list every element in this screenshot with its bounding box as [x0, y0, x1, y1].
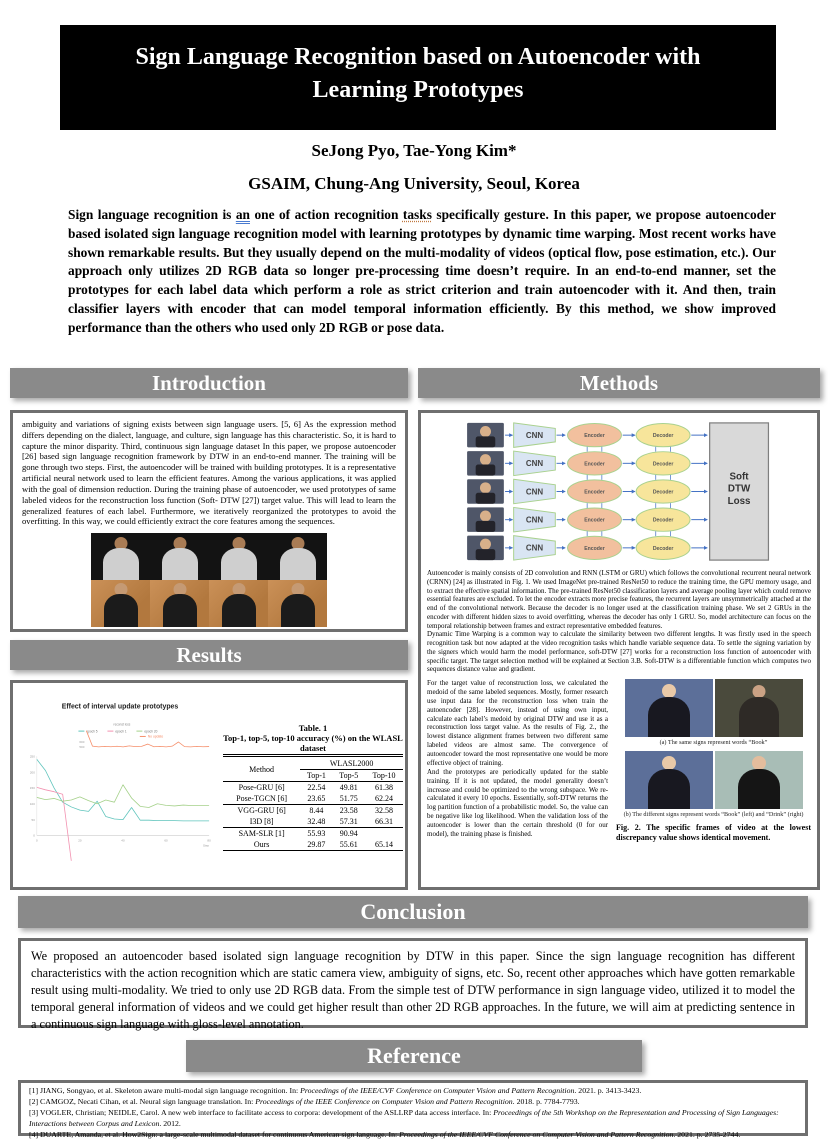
svg-text:Soft: Soft: [729, 471, 749, 483]
table-header-method: Method: [249, 765, 275, 774]
svg-text:epoch 1: epoch 1: [115, 729, 127, 734]
svg-text:0: 0: [33, 833, 35, 838]
figure2-column: [616, 679, 811, 844]
svg-text:80: 80: [207, 838, 211, 843]
video-frame: [268, 533, 327, 580]
sign-photo: [715, 679, 803, 737]
svg-text:Effect of interval update prot: Effect of interval update prototypes: [61, 703, 179, 711]
sign-photo: [715, 751, 803, 809]
table-row: Ours 29.87 55.61 65.14: [223, 839, 403, 851]
svg-text:Loss: Loss: [727, 495, 751, 507]
methods-paragraph-3: For the target value of reconstruction loss, we calculated the medoid of the same labeled sequences. Mostly, former research use input data for the reconstruction loss when train the autoencoder [28]. However, instead of using own input, calculate each label’s medoid by original DTW and use it as a reconstruction loss target value. As the results of Fig. 2., the lowest distance alignment frames between two different same labeled videos are almost same. The convergence of autoencoder toward the most representative one would be more effective object of training.: [427, 679, 609, 767]
table-row: VGG-GRU [6] 8.44 23.58 32.58: [237, 806, 393, 815]
title-banner: [60, 25, 776, 130]
reference-item: [3] VOGLER, Christian; NEIDLE, Carol. A new web interface to facilitate access to corpora: development of the ASLLRP data access interface. In: Proceedings of the 5th Workshop on the Representation and Processing of Sign Languages: Interactions between Corpus and Lexicon. 2012.: [29, 1107, 779, 1128]
conclusion-text: We proposed an autoencoder based isolated sign language recognition by DTW in this paper. Since the sign language recognition has different characteristics with the action recognition which are static camera view, ambiguity of signs, etc. So, recent other approaches which have gotten remarkable result using multi-modality. We tried to only use 2D RGB data. From the simple test of DTW performance in sign language video, utilized it to model the temporal general information of videos and we could get higher result than other 2D RGB approaches. In the future, we will aim at predicting sentence in a continuous sign language with gloss-level annotation.: [31, 949, 795, 1031]
svg-text:Encoder: Encoder: [584, 517, 605, 524]
svg-text:epoch 20: epoch 20: [144, 729, 158, 734]
sign-sequence-photo-strip: [91, 533, 327, 627]
svg-text:CNN: CNN: [525, 459, 544, 469]
table-caption-number: Table. 1: [298, 723, 328, 733]
section-header-methods: Methods: [418, 368, 820, 398]
video-frame: [268, 580, 327, 627]
svg-text:reconst loss: reconst loss: [113, 722, 131, 727]
section-header-reference: Reference: [186, 1040, 642, 1072]
svg-text:Decoder: Decoder: [652, 489, 674, 496]
figure2b-frames: [616, 751, 811, 809]
svg-text:150: 150: [29, 786, 35, 791]
grammar-underlined-word: an: [235, 207, 250, 222]
reference-item: [4] DUARTE, Amanda, et al. How2Sign: a large-scale multimodal dataset for continuous American sign language. In: Proceedings of the IEEE/CVF Conference on Computer Vision and Pattern Recognition. 2021. p. 2735-2744.: [29, 1129, 741, 1139]
table-header-top1: Top-1: [306, 771, 326, 780]
svg-text:200: 200: [29, 770, 35, 775]
svg-text:Decoder: Decoder: [652, 433, 674, 440]
table-row: SAM-SLR [1] 55.93 90.94: [238, 829, 358, 838]
svg-text:No update: No update: [147, 734, 164, 739]
abstract-paragraph: [68, 206, 776, 337]
poster-title-line1: Sign Language Recognition based on Autoencoder with: [135, 44, 701, 70]
section-header-results: Results: [10, 640, 408, 670]
conclusion-box: [18, 938, 808, 1031]
svg-text:Step: Step: [202, 843, 210, 848]
svg-text:Decoder: Decoder: [652, 461, 674, 468]
svg-text:CNN: CNN: [525, 430, 544, 440]
autoencoder-architecture-figure: [464, 418, 774, 565]
svg-text:600: 600: [79, 739, 85, 744]
svg-text:Decoder: Decoder: [652, 517, 674, 524]
affiliation: GSAIM, Chung-Ang University, Seoul, Korea: [248, 174, 580, 193]
video-frame: [91, 580, 150, 627]
svg-text:Encoder: Encoder: [584, 545, 605, 552]
section-header-conclusion: Conclusion: [18, 896, 808, 928]
svg-text:20: 20: [78, 838, 82, 843]
video-frame: [209, 533, 268, 580]
svg-text:CNN: CNN: [525, 515, 544, 525]
video-frame: [150, 533, 209, 580]
video-frame: [150, 580, 209, 627]
video-frame: [209, 580, 268, 627]
section-header-introduction: Introduction: [10, 368, 408, 398]
table-header-top10: Top-10: [372, 771, 396, 780]
table-row: I3D [8] 32.48 57.31 66.31: [223, 816, 403, 828]
introduction-box: [10, 410, 408, 632]
svg-text:250: 250: [29, 754, 35, 759]
methods-bottom-section: [427, 679, 811, 844]
svg-text:DTW: DTW: [727, 483, 751, 495]
svg-text:epoch 5: epoch 5: [86, 729, 98, 734]
svg-text:100: 100: [29, 801, 35, 806]
svg-text:Encoder: Encoder: [584, 461, 605, 468]
figure2a-caption: (a) The same signs represent words “Book”: [659, 739, 768, 746]
methods-box: [418, 410, 820, 890]
abstract-text: specifically gesture. In this paper, we propose autoencoder based isolated sign language recognition model with learning prototypes by dynamic time warping. Most recent works have shown remarkable results. But they usually depend on the multi-modality of videos (optical flow, pose estimation, etc.). Our approach only utilizes 2D RGB data so longer pre-processing time doesn’t require. In an end-to-end manner, set the prototypes for each label data which perform a role as strict criterion and train autoencoder with it. And then, train classifier layers with encoder that can model temporal information efficiently. By this method, we show improved performance than the others who used only 2D RGB or pose data.: [68, 207, 776, 335]
table-caption-title: Top-1, top-5, top-10 accuracy (%) on the WLASL dataset: [223, 733, 403, 757]
sign-photo: [625, 679, 713, 737]
reference-box: [18, 1080, 808, 1139]
svg-text:CNN: CNN: [525, 487, 544, 497]
methods-paragraph-2: Dynamic Time Warping is a common way to calculate the similarity between two different lengths. It was firstly used in the speech recognition task but now adapted at the video recognition tasks which handle variable sequence data. To settle the signing variation by the signers which would harm the model performance, soft-DTW [27] works for a reconstruction loss function of autoencoder with specific target. The target selection method will be explained at Section 3.B. Soft-DTW is a differentiable function which computes two sequences distance value and gradient.: [427, 630, 811, 674]
svg-text:500: 500: [79, 745, 85, 750]
svg-text:40: 40: [121, 838, 125, 843]
svg-text:Encoder: Encoder: [584, 433, 605, 440]
reference-item: [2] CAMGOZ, Necati Cihan, et al. Neural sign language translation. In: Proceedings of the IEEE Conference on Computer Vision and Pattern Recognition. 2018. p. 7784-7793.: [29, 1096, 580, 1106]
sign-photo: [625, 751, 713, 809]
abstract-text: Sign language recognition is: [68, 207, 236, 222]
table-row: Pose-TGCN [6] 23.65 51.75 62.24: [223, 793, 403, 805]
figure2a-frames: [616, 679, 811, 737]
svg-text:CNN: CNN: [525, 543, 544, 553]
results-table: [223, 723, 403, 851]
svg-text:60: 60: [164, 838, 168, 843]
reference-item: [1] JIANG, Songyao, et al. Skeleton aware multi-modal sign language recognition. In: Proceedings of the IEEE/CVF Conference on Computer Vision and Pattern Recognition. 2021. p. 3413-3423.: [29, 1086, 642, 1095]
svg-text:Encoder: Encoder: [584, 489, 605, 496]
introduction-text: ambiguity and variations of signing exists between sign language users. [5, 6] As the expression method differs depending on the dialect, language, and culture, sign language has this characteristic. So, it is hard to capture the minor disparity. Third, continuous sign language dataset In this paper, we propose autoencoder [26] based sign language recognition framework by DTW in an end-to-end manner. The training will be gone through two steps. First, the autoencoder will be trained with building prototypes. It is a representative artificial neural network used to learn the efficient features. Among the various applications, it was applied with the goal of dimension reduction. During the training phase of autoencoder, we used prototypes of same labeled videos for the reconstruction loss function (Soft- DTW [27]) target value. This will lead to learn the generalized features of each label. Furthermore, we iteratively reorganized the prototypes to avoid the overfitting. In this way, we could efficiently extract the core features among the sequences.: [22, 419, 396, 527]
authors: SeJong Pyo, Tae-Yong Kim*: [311, 141, 517, 160]
methods-paragraph-4: And the prototypes are periodically updated for the stable training. If it is not updated, the model generality doesn’t increase and could be optimized to the wrong subspace. We re-calculated it every 10 epochs. Essentially, soft-DTW returns the log partition function of a probabilistic model. So, the value can be negative like log likelihood. When the validation loss of the autoencoder is lower than the certain threshold (0 for our model), the training phase is finished.: [427, 767, 609, 838]
poster-title-line2: Learning Prototypes: [312, 77, 524, 103]
prototype-update-loss-chart: [21, 695, 219, 867]
methods-paragraph-1: Autoencoder is mainly consists of 2D convolution and RNN (LSTM or GRU) which follows the convolutional recurrent neural network (CRNN) [24] as illustrated in Fig. 1. We used ImageNet pre-trained ResNet50 to reduce the training time, the GPU memory usage, and to extract the effective spatial information. The pre-trained ResNet50 classification layers and average pooling layer which could remove essential features are excluded. To let the encoder extracts more precise features, the recurrent layers are unsymmetrically attached at the end of the convolutional network. Because the decoder is no longer used at the classification training phase. We set 2 GRUs in the encoder with different hidden sizes to avoid overfitting, whereas the decoder has only 1 GRU. So, model architecture can focus on the temporal relationship between frames and extract representative embedded features.: [427, 569, 811, 630]
svg-text:0: 0: [36, 838, 38, 843]
svg-text:50: 50: [31, 817, 35, 822]
abstract-text: one of action recognition: [250, 207, 403, 222]
table-row: Pose-GRU [6] 22.54 49.81 61.38: [238, 783, 393, 792]
svg-text:Decoder: Decoder: [652, 545, 674, 552]
methods-left-column: [427, 679, 608, 844]
spellcheck-underlined-word: tasks: [402, 207, 432, 222]
figure2b-caption: (b) The different signs represent words “Book” (left) and “Drink” (right): [623, 811, 804, 818]
table-header-group: WLASL2000: [300, 758, 403, 770]
results-box: [10, 680, 408, 890]
video-frame: [91, 533, 150, 580]
figure2-main-caption: Fig. 2. The specific frames of video at the lowest discrepancy value shows identical movement.: [616, 823, 811, 843]
table-header-top5: Top-5: [339, 771, 359, 780]
